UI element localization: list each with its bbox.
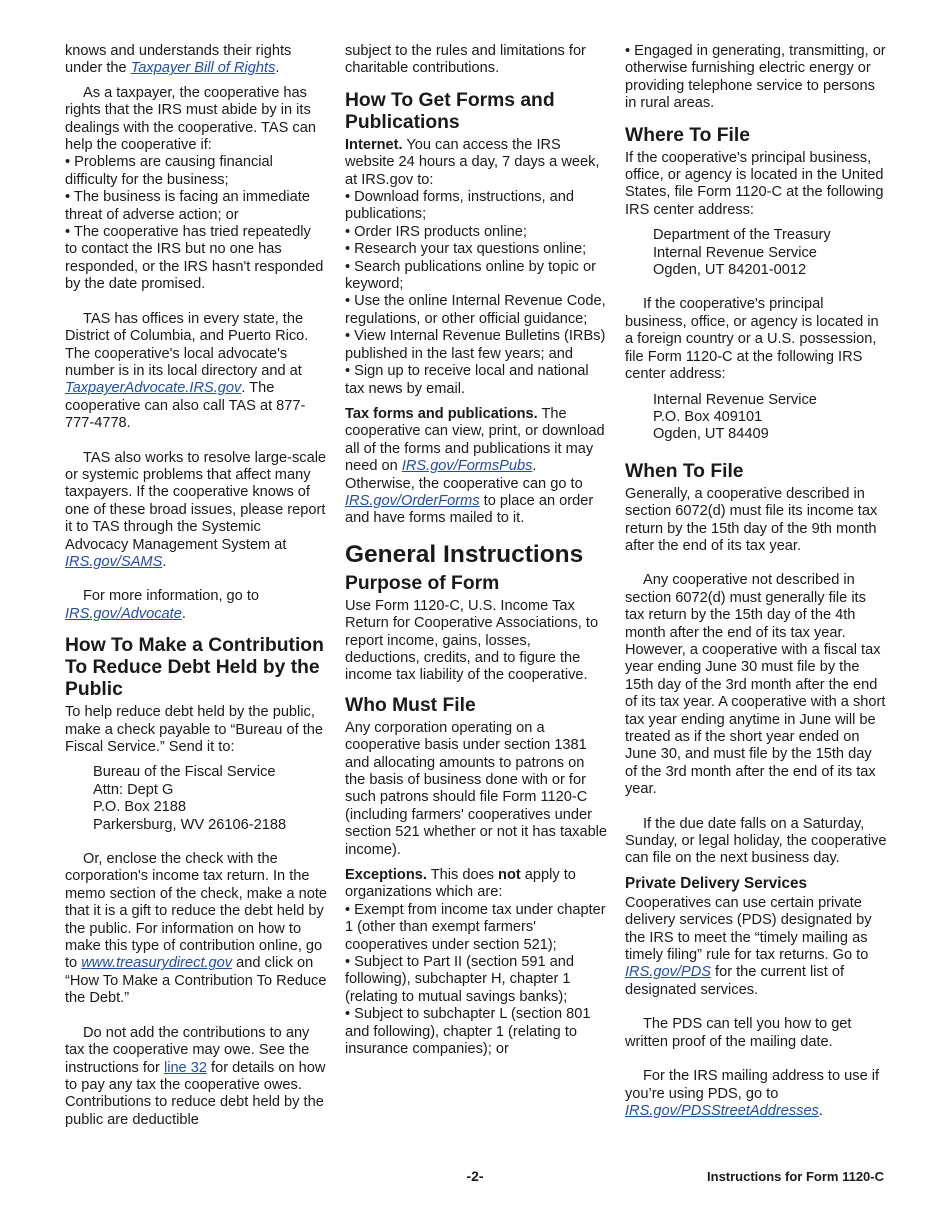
taxpayer-advocate-link[interactable]: TaxpayerAdvocate.IRS.gov [65, 380, 242, 397]
bullet-item: • Subject to subchapter L (section 801 and following), chapter 1 (relating to insurance companies); or [345, 1006, 591, 1058]
bullet-item: • Problems are causing financial difficulty for the business; [65, 154, 273, 188]
heading-when-to-file: When To File [625, 460, 744, 482]
heading-general-instructions: General Instructions [345, 540, 584, 568]
heading-where-to-file: Where To File [625, 124, 750, 146]
bullet-item: • Search publications online by topic or keyword; [345, 258, 596, 293]
us-address: Department of the Treasury Internal Revenue Service Ogden, UT 84201-0012 [653, 227, 831, 279]
paragraph: TAS has offices in every state, the District of Columbia, and Puerto Rico. The cooperative's local advocate's number is in its local directory and at TaxpayerAdvocate.IRS.gov. The cooperative can also call TAS at 877-777-4778. [65, 310, 309, 432]
paragraph: knows and understands their rights under the Taxpayer Bill of Rights. [65, 43, 292, 77]
paragraph: Any cooperative not described in section 6072(d) must generally file its tax return by the 15th day of the 4th month after the end of its tax year. However, a cooperative with a fiscal tax year ending June 30 must file by the 15th day of the 3rd month after the end of its tax year. A cooperative with a short tax year ending anytime in June will be treated as if the short year ended on June 30, and must file by the 15th day of the 3rd month after the end of its tax year. [625, 572, 886, 798]
paragraph: For the IRS mailing address to use if you’re using PDS, go to IRS.gov/PDSStreetAddresses. [625, 1068, 880, 1119]
heading-private-delivery: Private Delivery Services [625, 874, 807, 892]
document-title: Instructions for Form 1120-C [707, 1169, 884, 1184]
bullet-item: • The cooperative has tried repeatedly to contact the IRS but no one has responded, or the IRS hasn't responded by the date promised. [65, 224, 324, 293]
heading-get-forms: How To Get Forms and Publications [345, 89, 555, 133]
exceptions-paragraph: Exceptions. This does not apply to organizations which are: [345, 867, 576, 901]
pds-street-addresses-link[interactable]: IRS.gov/PDSStreetAddresses [625, 1102, 819, 1119]
bullet-item: • Engaged in generating, transmitting, or otherwise furnishing electric energy or providing telephone service to persons in rural areas. [625, 43, 886, 112]
paragraph: Do not add the contributions to any tax the cooperative may owe. See the instructions for line 32 for details on how to pay any tax the cooperative owes. Contributions to reduce debt held by the public are deductible [65, 1024, 326, 1128]
irs-advocate-link[interactable]: IRS.gov/Advocate [65, 605, 182, 622]
line-32-link[interactable]: line 32 [163, 1059, 207, 1076]
column-3 [625, 43, 887, 1127]
bullet-item: • Download forms, instructions, and publications; [345, 189, 574, 223]
paragraph: Or, enclose the check with the corporation's income tax return. In the memo section of the check, make a note that it is a gift to reduce the debt held by the public. For information on how to make this type of contribution online, go to www.treasurydirect.gov and click on “How To Make a Contribution To Reduce the Debt.” [65, 851, 328, 1007]
forms-pubs-link[interactable]: IRS.gov/FormsPubs [401, 458, 533, 475]
paragraph: TAS also works to resolve large-scale or systemic problems that affect many taxpayers. If the cooperative knows of one of these broad issues, please report it to TAS through the Systemic Advocacy Management System at IRS.gov/SAMS. [65, 449, 327, 570]
taxpayer-bill-of-rights-link[interactable]: Taxpayer Bill of Rights [130, 60, 276, 77]
bullet-item: • Research your tax questions online; [345, 241, 587, 258]
order-forms-link[interactable]: IRS.gov/OrderForms [345, 492, 480, 509]
paragraph: The PDS can tell you how to get written proof of the mailing date. [625, 1016, 852, 1050]
page-number: -2- [466, 1168, 484, 1184]
paragraph: Use Form 1120-C, U.S. Income Tax Return for Cooperative Associations, to report income, gains, losses, deductions, credits, and to figure the income tax liability of the cooperative. [345, 597, 599, 684]
bullet-item: • Sign up to receive local and national tax news by email. [345, 363, 589, 397]
paragraph: If the cooperative's principal business, office, or agency is located in the United States, file Form 1120-C at the following IRS center address: [625, 149, 884, 218]
irs-sams-link[interactable]: IRS.gov/SAMS [65, 553, 163, 570]
paragraph: If the due date falls on a Saturday, Sunday, or legal holiday, the cooperative can file on the next business day. [625, 815, 887, 867]
paragraph: subject to the rules and limitations for charitable contributions. [345, 43, 586, 77]
heading-purpose: Purpose of Form [345, 572, 500, 594]
bullet-item: • Subject to Part II (section 591 and following), subchapter H, chapter 1 (relating to mutual savings banks); [345, 954, 575, 1005]
paragraph: To help reduce debt held by the public, make a check payable to “Bureau of the Fiscal Service.” Send it to: [65, 704, 323, 755]
irs-pds-link[interactable]: IRS.gov/PDS [625, 964, 711, 981]
heading-who-must-file: Who Must File [345, 694, 476, 716]
bullet-item: • View Internal Revenue Bulletins (IRBs) published in the last few years; and [345, 328, 606, 362]
paragraph: If the cooperative's principal business, office, or agency is located in a foreign country or a U.S. possession, file Form 1120-C at the following IRS center address: [625, 296, 879, 383]
paragraph: Cooperatives can use certain private delivery services (PDS) designated by the IRS to meet the “timely mailing as timely filing” rule for tax returns. Go to IRS.gov/PDS for the current list of designated services. [625, 894, 872, 998]
fiscal-service-address: Bureau of the Fiscal Service Attn: Dept G P.O. Box 2188 Parkersburg, WV 26106-2188 [93, 764, 287, 833]
paragraph: As a taxpayer, the cooperative has rights that the IRS must abide by in its dealings with the cooperative. TAS can help the cooperative if: [65, 84, 316, 154]
paragraph: For more information, go to IRS.gov/Advocate. [65, 588, 260, 622]
foreign-address: Internal Revenue Service P.O. Box 409101 Ogden, UT 84409 [653, 391, 817, 443]
paragraph: Generally, a cooperative described in section 6072(d) must file its income tax return by the 15th day of the 9th month after the end of its tax year. [625, 485, 878, 554]
column-2 [345, 43, 608, 1059]
treasurydirect-link[interactable]: www.treasurydirect.gov [81, 955, 233, 972]
column-1 [65, 43, 327, 1136]
bullet-item: • The business is facing an immediate threat of adverse action; or [65, 189, 310, 223]
bullet-item: • Exempt from income tax under chapter 1 (other than exempt farmers' cooperatives under section 521); [345, 901, 606, 953]
paragraph: Any corporation operating on a cooperative basis under section 1381 and allocating amounts to patrons on the basis of business done with or for such patrons should file Form 1120-C (including farmers' cooperatives under section 521 whether or not it has taxable income). [345, 719, 608, 858]
tax-forms-paragraph: Tax forms and publications. The cooperative can view, print, or download all of the forms and publications it may need on IRS.gov/FormsPubs. Otherwise, the cooperative can go to IRS.gov/OrderForms to place an order and have forms mailed to it. [345, 405, 605, 527]
bullet-item: • Order IRS products online; [345, 223, 527, 240]
internet-paragraph: Internet. You can access the IRS website 24 hours a day, 7 days a week, at IRS.gov to: [345, 136, 600, 188]
bullet-item: • Use the online Internal Revenue Code, regulations, or other official guidance; [345, 293, 606, 327]
heading-contribution: How To Make a Contribution To Reduce Debt Held by the Public [65, 635, 324, 701]
